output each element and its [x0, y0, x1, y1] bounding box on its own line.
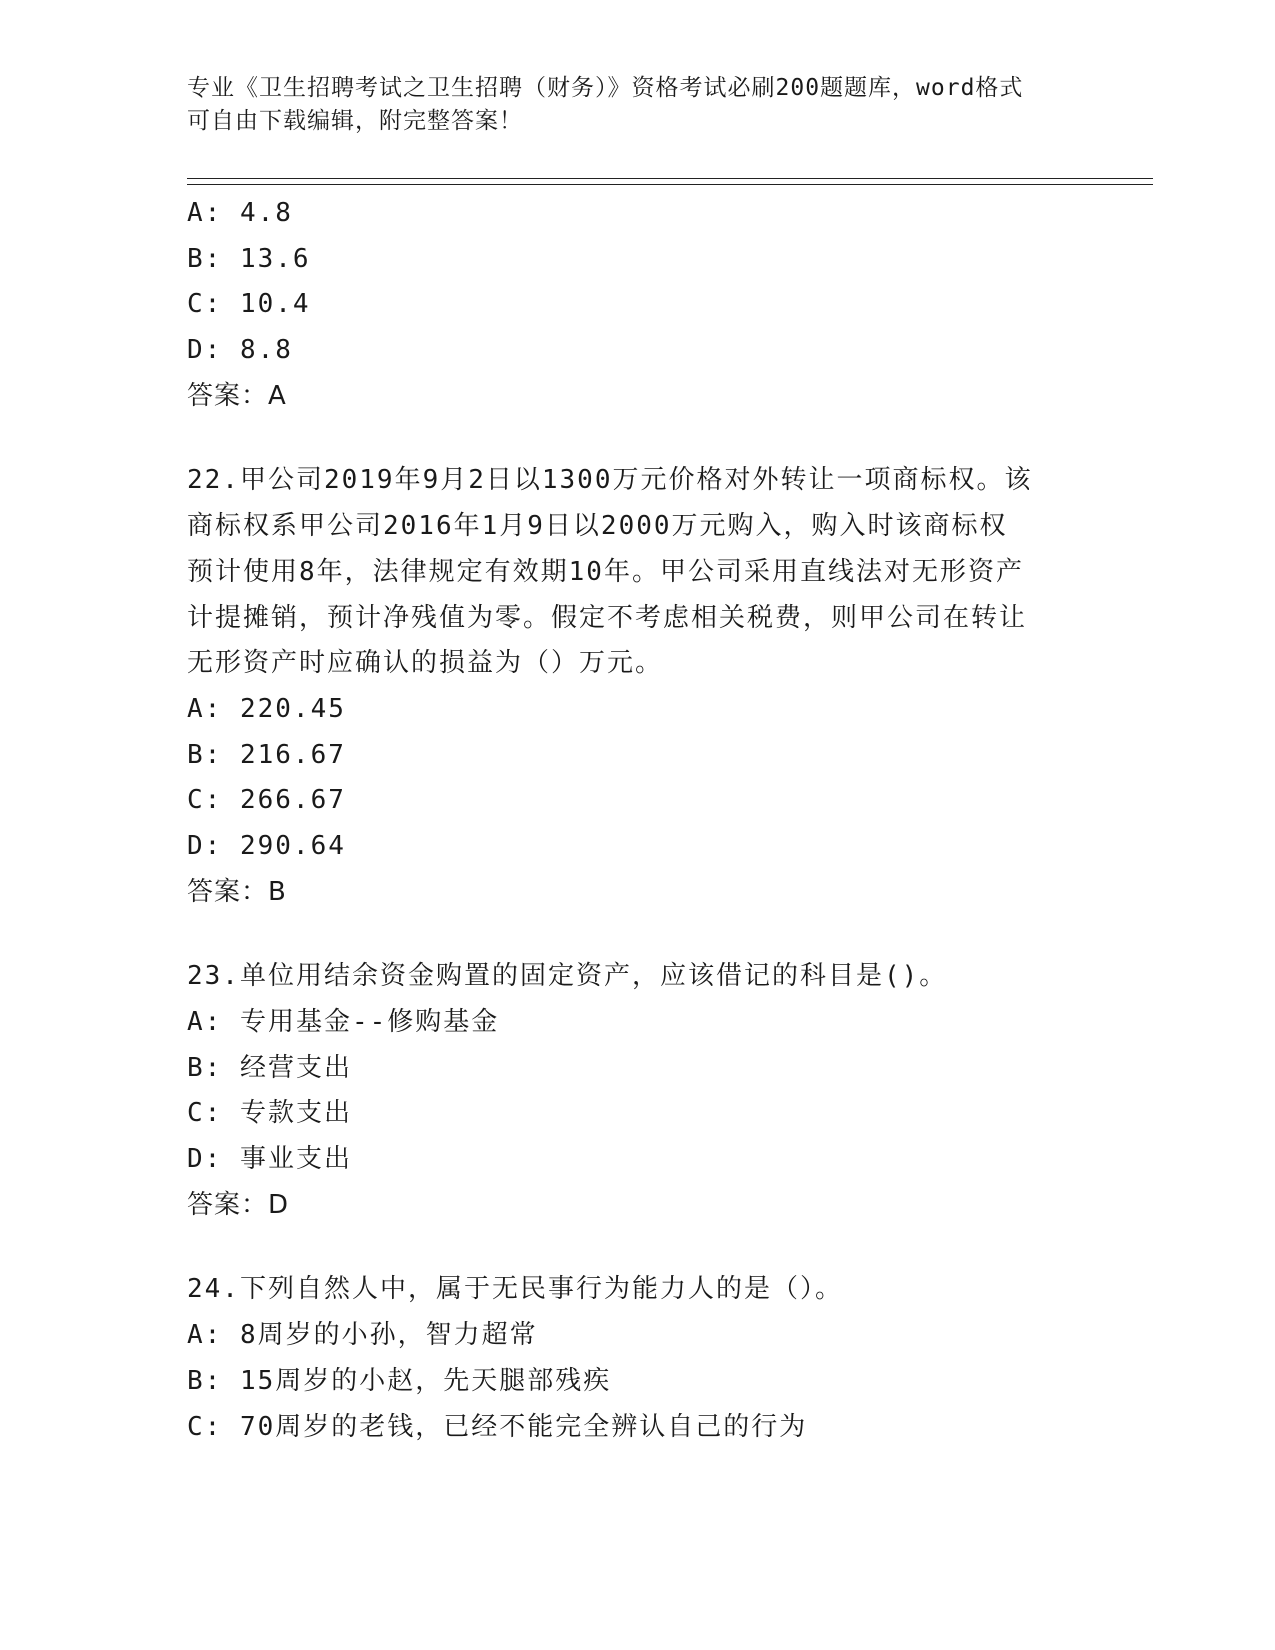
answer: 答案：A — [187, 380, 287, 411]
option-c: C: 70周岁的老钱，已经不能完全辨认自己的行为 — [187, 1411, 808, 1442]
question-22 — [187, 458, 1087, 915]
option-a: A: 8周岁的小孙，智力超常 — [187, 1320, 538, 1351]
question-24 — [187, 1267, 1087, 1450]
question-23 — [187, 954, 1087, 1228]
question-stem-line: 预计使用8年，法律规定有效期10年。甲公司采用直线法对无形资产 — [187, 556, 1024, 587]
question-stem-line: 24.下列自然人中，属于无民事行为能力人的是（）。 — [187, 1274, 843, 1305]
question-stem-line: 无形资产时应确认的损益为（）万元。 — [187, 648, 664, 679]
option-a: A: 4.8 — [187, 198, 293, 228]
question-list — [187, 191, 1087, 1450]
question-stem-line: 计提摊销，预计净残值为零。假定不考虑相关税费，则甲公司在转让 — [187, 602, 1028, 633]
option-a: A: 专用基金--修购基金 — [187, 1007, 500, 1037]
option-b: B: 经营支出 — [187, 1052, 352, 1083]
header-divider-bottom — [187, 184, 1153, 185]
option-b: B: 13.6 — [187, 243, 311, 274]
answer: 答案：B — [187, 876, 287, 907]
header-line-2: 可自由下载编辑，附完整答案！ — [187, 108, 523, 134]
option-a: A: 220.45 — [187, 693, 346, 724]
question-stem-line: 23.单位用结余资金购置的固定资产，应该借记的科目是()。 — [187, 961, 948, 992]
option-d: D: 290.64 — [187, 830, 346, 861]
document-header — [187, 72, 1067, 138]
header-divider-top — [187, 178, 1153, 179]
option-c: C: 266.67 — [187, 785, 346, 816]
option-c: C: 10.4 — [187, 289, 311, 320]
question-21 — [187, 191, 1087, 419]
option-d: D: 事业支出 — [187, 1144, 352, 1175]
option-b: B: 15周岁的小赵，先天腿部残疾 — [187, 1365, 612, 1396]
question-stem-line: 22.甲公司2019年9月2日以1300万元价格对外转让一项商标权。该 — [187, 465, 1033, 496]
option-d: D: 8.8 — [187, 335, 293, 366]
answer: 答案：D — [187, 1189, 290, 1220]
question-stem-line: 商标权系甲公司2016年1月9日以2000万元购入，购入时该商标权 — [187, 511, 1008, 542]
option-c: C: 专款支出 — [187, 1098, 352, 1129]
header-line-1: 专业《卫生招聘考试之卫生招聘（财务）》资格考试必刷200题题库，word格式 — [187, 75, 1024, 101]
option-b: B: 216.67 — [187, 739, 346, 770]
